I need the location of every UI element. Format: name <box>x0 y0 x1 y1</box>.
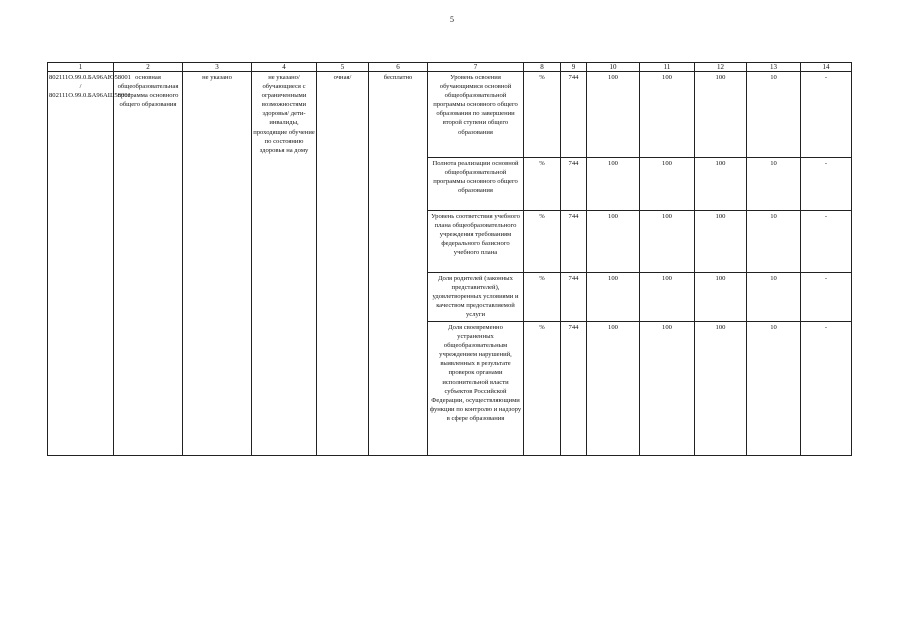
service-quality-table <box>47 62 852 456</box>
indicator-name-cell: Уровень соответствия учебного плана общеобразовательного учреждения требованиям федерального базисного учебного плана <box>428 211 524 273</box>
value-cell: 100 <box>587 72 640 158</box>
value-cell: 100 <box>587 158 640 211</box>
value-cell: 100 <box>640 72 695 158</box>
table-row <box>48 72 852 158</box>
unit-cell: % <box>524 211 561 273</box>
value-cell: 100 <box>695 72 747 158</box>
okei-cell: 744 <box>561 158 587 211</box>
header-cell: 13 <box>747 63 801 72</box>
value-cell: 100 <box>587 211 640 273</box>
header-cell: 7 <box>428 63 524 72</box>
registry-code-cell: 802111О.99.0.БА96АЮ58001 / 802111О.99.0.БА96АШ58001 <box>48 72 114 456</box>
value-cell: 100 <box>587 322 640 456</box>
header-cell: 5 <box>317 63 369 72</box>
okei-cell: 744 <box>561 322 587 456</box>
value-cell: 100 <box>695 211 747 273</box>
header-cell: 9 <box>561 63 587 72</box>
value-cell: 100 <box>640 273 695 322</box>
okei-cell: 744 <box>561 273 587 322</box>
header-cell: 2 <box>114 63 183 72</box>
unit-cell: % <box>524 158 561 211</box>
reason-cell: - <box>801 211 852 273</box>
value-cell: 100 <box>640 158 695 211</box>
indicator-name-cell: Полнота реализации основной общеобразовательной программы основного общего образования <box>428 158 524 211</box>
condition-1-cell: не указано/ обучающиеся с ограниченными возможностями здоровья/ дети-инвалиды, проходящие обучение по состоянию здоровья на дому <box>252 72 317 456</box>
value-cell: 100 <box>695 322 747 456</box>
deviation-cell: 10 <box>747 72 801 158</box>
reason-cell: - <box>801 72 852 158</box>
deviation-cell: 10 <box>747 211 801 273</box>
header-cell: 3 <box>183 63 252 72</box>
value-cell: 100 <box>695 273 747 322</box>
value-cell: 100 <box>640 211 695 273</box>
header-cell: 12 <box>695 63 747 72</box>
content-1-cell: основная общеобразовательная программа основного общего образования <box>114 72 183 456</box>
header-cell: 8 <box>524 63 561 72</box>
header-cell: 11 <box>640 63 695 72</box>
indicator-name-cell: Уровень освоения обучающимися основной общеобразовательной программы основного общего образования по завершении второй ступени общего образования <box>428 72 524 158</box>
reason-cell: - <box>801 158 852 211</box>
unit-cell: % <box>524 273 561 322</box>
deviation-cell: 10 <box>747 158 801 211</box>
deviation-cell: 10 <box>747 322 801 456</box>
value-cell: 100 <box>640 322 695 456</box>
value-cell: 100 <box>695 158 747 211</box>
page-number: 5 <box>450 15 454 24</box>
header-row <box>48 63 852 72</box>
indicator-name-cell: Доля родителей (законных представителей), удовлетворенных условиями и качеством предоставляемой услуги <box>428 273 524 322</box>
okei-cell: 744 <box>561 211 587 273</box>
indicator-name-cell: Доля своевременно устраненных общеобразовательным учреждением нарушений, выявленных в результате проверок органами исполнительной власти субъектов Российской Федерации, осуществляющими функции по контролю и надзору в сфере образования <box>428 322 524 456</box>
reason-cell: - <box>801 322 852 456</box>
content-2-cell: не указано <box>183 72 252 456</box>
value-cell: 100 <box>587 273 640 322</box>
header-cell: 1 <box>48 63 114 72</box>
header-cell: 10 <box>587 63 640 72</box>
deviation-cell: 10 <box>747 273 801 322</box>
unit-cell: % <box>524 72 561 158</box>
condition-2-cell: очная/ <box>317 72 369 456</box>
unit-cell: % <box>524 322 561 456</box>
reason-cell: - <box>801 273 852 322</box>
condition-3-cell: бесплатно <box>369 72 428 456</box>
header-cell: 14 <box>801 63 852 72</box>
okei-cell: 744 <box>561 72 587 158</box>
header-cell: 4 <box>252 63 317 72</box>
header-cell: 6 <box>369 63 428 72</box>
